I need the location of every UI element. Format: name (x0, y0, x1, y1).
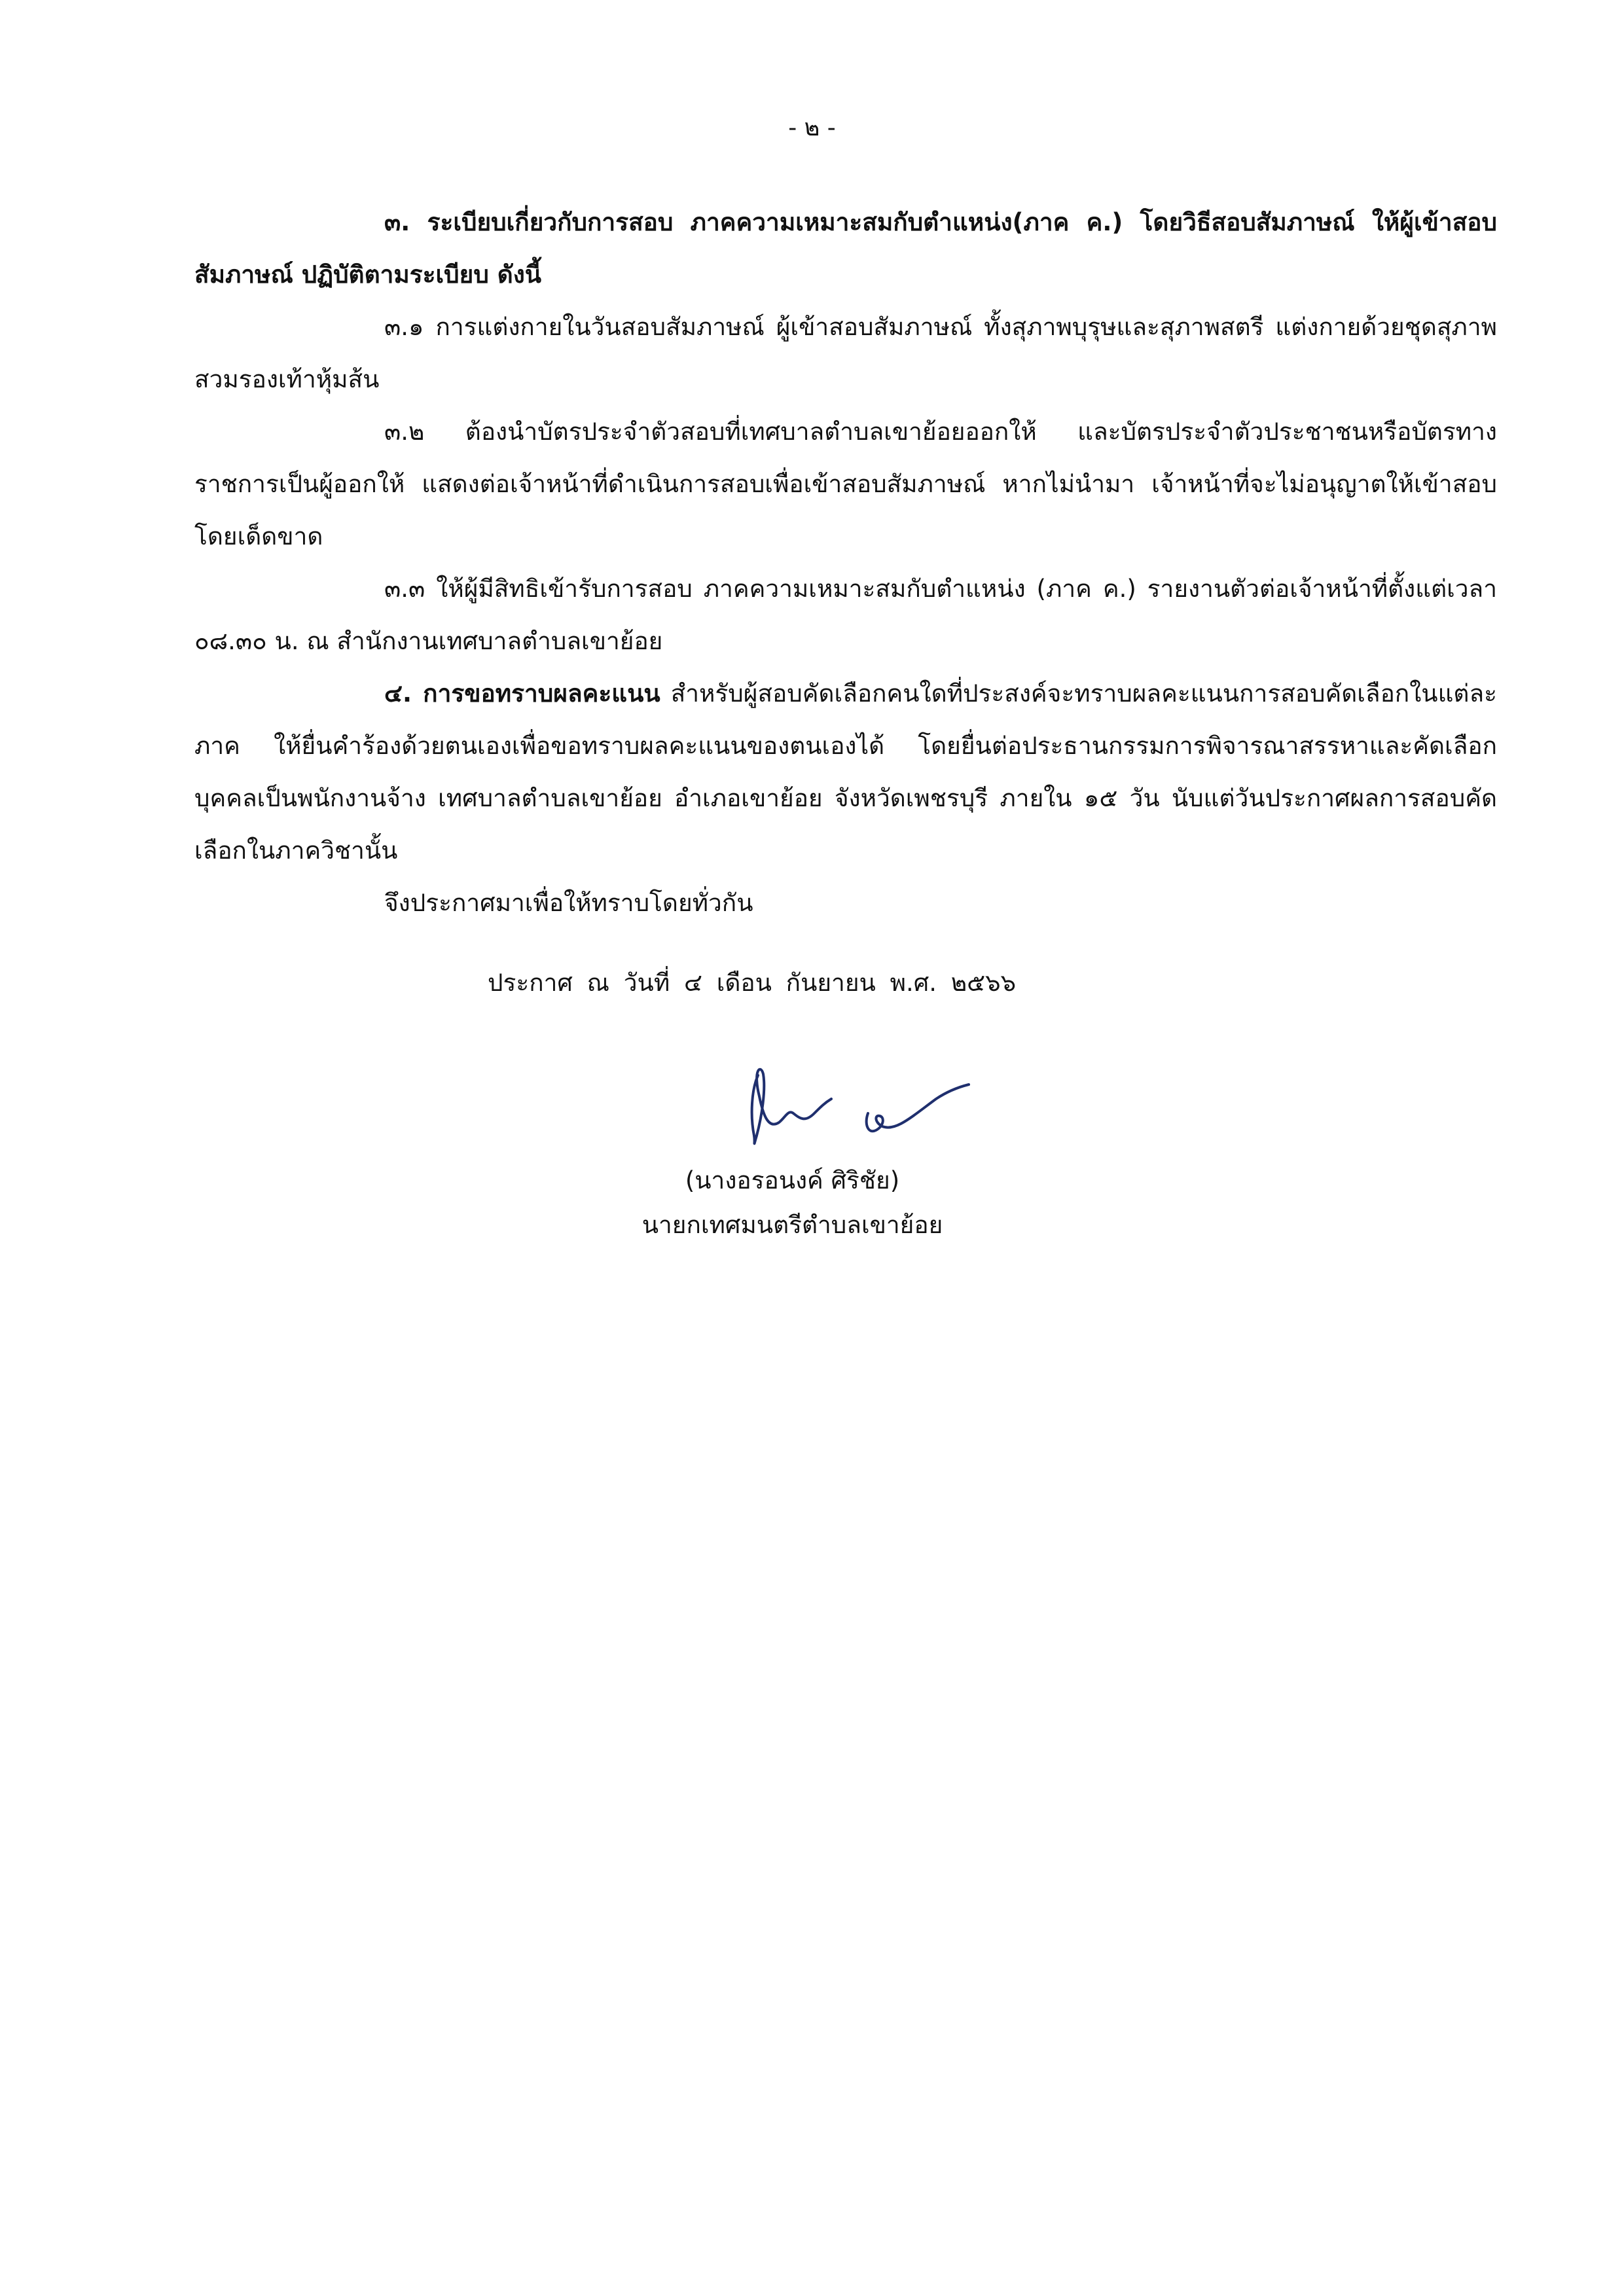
section-4-text: สำหรับผู้สอบคัดเลือกคนใดที่ประสงค์จะทราบผลคะแนนการสอบคัดเลือกในแต่ละภาค ให้ยื่นคำร้องด้วยตนเองเพื่อขอทราบผลคะแนนของตนเองได้ โดยยื่นต่อประธานกรรมการพิจารณาสรรหาและคัดเลือกบุคคลเป็นพนักงานจ้าง เทศบาลตำบลเขาย้อย อำเภอเขาย้อย จังหวัดเพชรบุรี ภายใน ๑๕ วัน นับแต่วันประกาศผลการสอบคัดเลือกในภาควิชานั้น (194, 679, 1497, 865)
signer-title: นายกเทศมนตรีตำบลเขาย้อย (641, 1211, 943, 1239)
item-number: ๓.๑ (384, 313, 424, 341)
item-number: ๓.๒ (384, 418, 425, 446)
section-3-heading (194, 196, 1497, 301)
section-3-2 (194, 406, 1497, 563)
section-3-3 (194, 563, 1497, 668)
item-text: ให้ผู้มีสิทธิเข้ารับการสอบ ภาคความเหมาะสมกับตำแหน่ง (ภาค ค.) รายงานตัวต่อเจ้าหน้าที่ตั้งแต่เวลา ๐๘.๓๐ น. ณ สำนักงานเทศบาลตำบลเขาย้อย (194, 575, 1497, 655)
signature-image (740, 1057, 988, 1155)
signer-block (0, 1158, 1624, 1247)
section-4 (194, 668, 1497, 877)
section-3-heading-text: ระเบียบเกี่ยวกับการสอบ ภาคความเหมาะสมกับตำแหน่ง(ภาค ค.) โดยวิธีสอบสัมภาษณ์ ให้ผู้เข้าสอบสัมภาษณ์ ปฏิบัติตามระเบียบ ดังนี้ (194, 208, 1497, 289)
item-text: การแต่งกายในวันสอบสัมภาษณ์ ผู้เข้าสอบสัมภาษณ์ ทั้งสุภาพบุรุษและสุภาพสตรี แต่งกายด้วยชุดสุภาพ สวมรองเท้าหุ้มส้น (194, 313, 1497, 393)
item-text: ต้องนำบัตรประจำตัวสอบที่เทศบาลตำบลเขาย้อยออกให้ และบัตรประจำตัวประชาชนหรือบัตรทางราชการเป็นผู้ออกให้ แสดงต่อเจ้าหน้าที่ดำเนินการสอบเพื่อเข้าสอบสัมภาษณ์ หากไม่นำมา เจ้าหน้าที่จะไม่อนุญาตให้เข้าสอบโดยเด็ดขาด (194, 418, 1498, 550)
closing-statement: จึงประกาศมาเพื่อให้ทราบโดยทั่วกัน (384, 889, 753, 917)
announcement-date: ประกาศ ณ วันที่ ๔ เดือน กันยายน พ.ศ. ๒๕๖๖ (488, 969, 1017, 997)
section-3-number: ๓. (384, 208, 410, 236)
item-number: ๓.๓ (384, 575, 425, 603)
page-number: - ๒ - (788, 115, 836, 141)
document-body (194, 196, 1497, 877)
section-3-1 (194, 301, 1497, 406)
signer-name: (นางอรอนงค์ ศิริชัย) (685, 1166, 900, 1194)
section-4-heading: ๔. การขอทราบผลคะแนน (384, 679, 660, 708)
signature-stroke-1 (752, 1069, 831, 1143)
signature-stroke-2 (867, 1085, 969, 1131)
